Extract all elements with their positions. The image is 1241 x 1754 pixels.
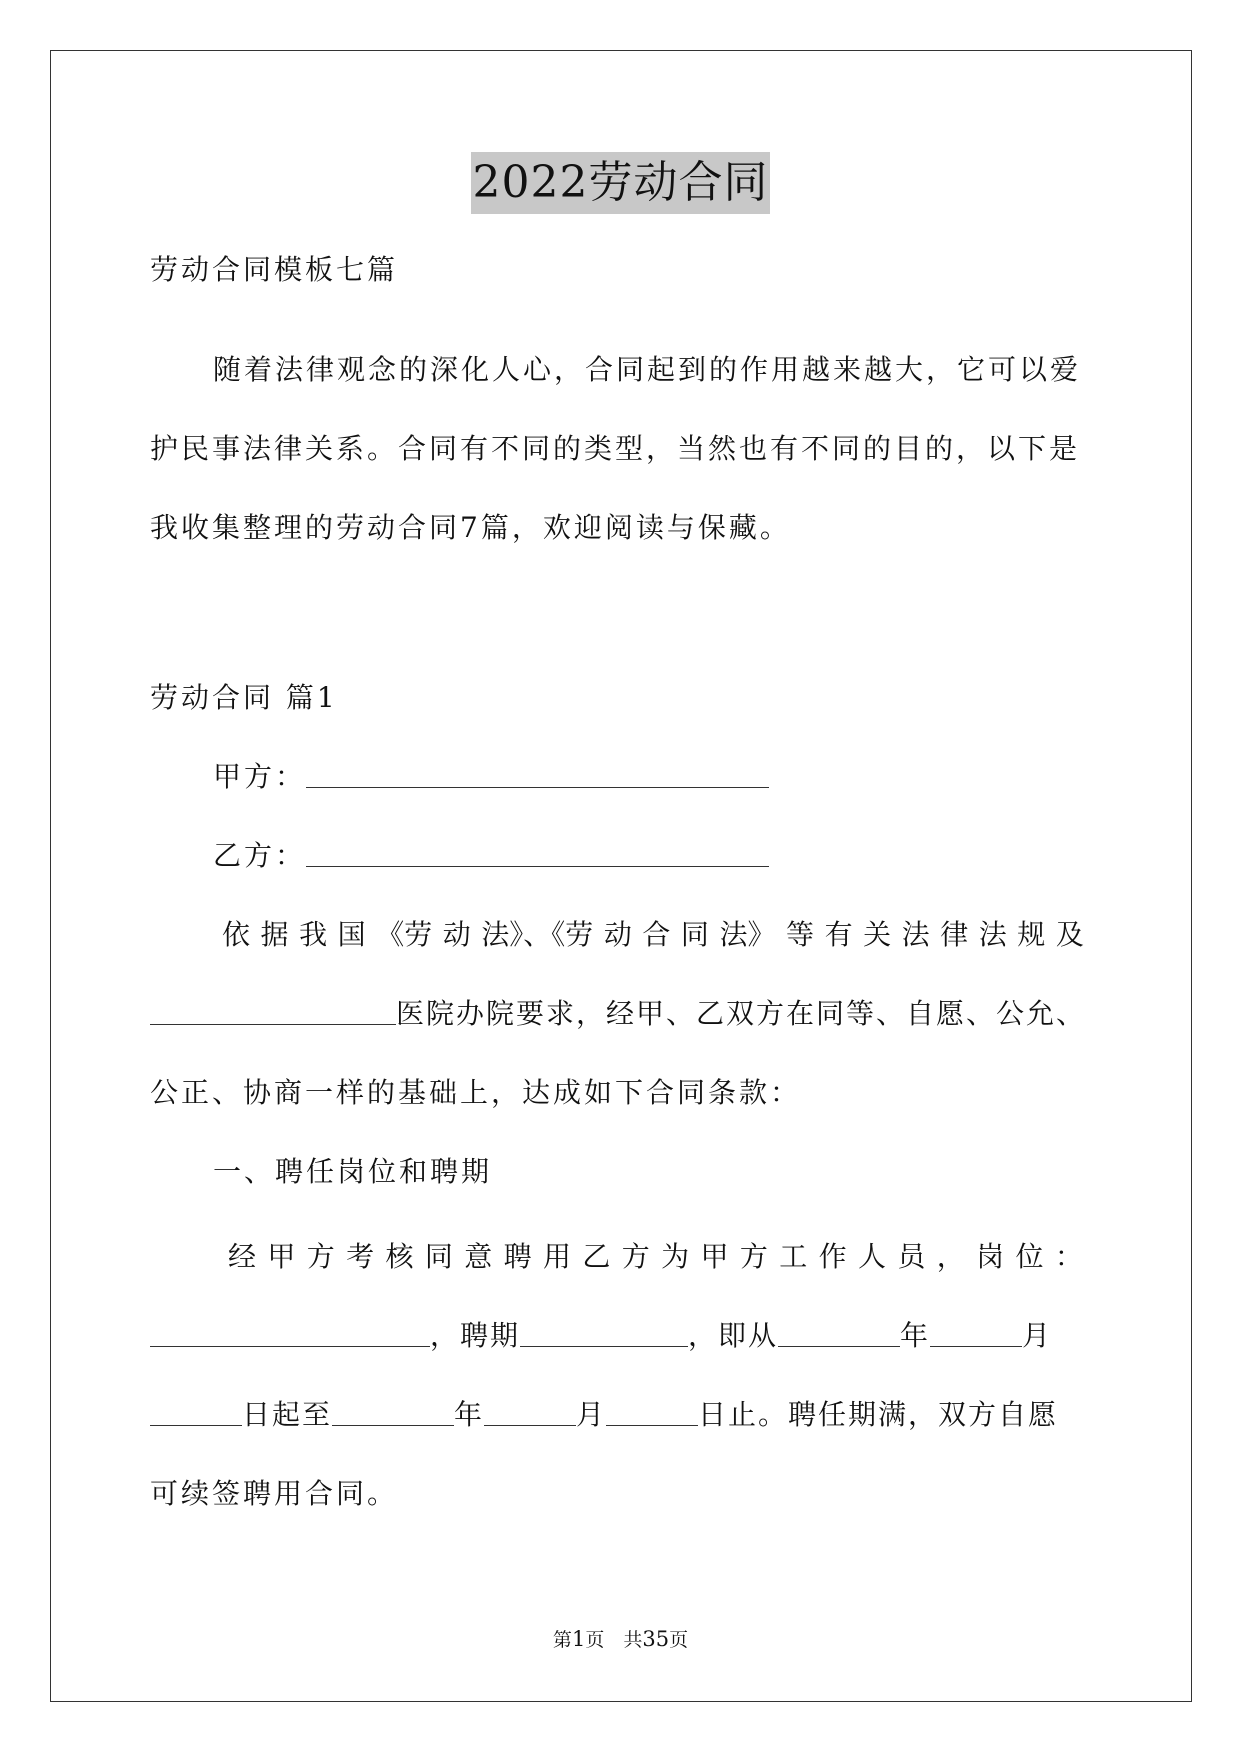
intro-line-2: 护民事法律关系。合同有不同的类型，当然也有不同的目的，以下是 (150, 432, 1081, 465)
end-month-blank[interactable] (484, 1397, 576, 1426)
basis-line-1-word: 及 (1055, 918, 1084, 951)
title-container (0, 152, 1241, 214)
clause-1-line-2 (150, 1316, 1052, 1356)
clause-1-line-2-text-3: 年 (900, 1319, 931, 1352)
term-blank[interactable] (520, 1318, 688, 1347)
footer-total-pages: 35 (642, 1627, 670, 1651)
party-a-blank[interactable] (306, 759, 769, 788)
basis-line-1-word: 规 (1017, 918, 1046, 951)
footer-page-number: 1 (571, 1627, 586, 1651)
section-heading: 劳动合同 篇1 (150, 681, 338, 714)
clause-1-line-1-word: 位 (1015, 1240, 1044, 1273)
clause-1-line-1-word: 人 (858, 1240, 887, 1273)
clause-1-line-1-word: 方 (306, 1240, 335, 1273)
clause-1-line-2-text-2: ，即从 (688, 1319, 779, 1352)
party-b-label: 乙方： (213, 839, 307, 872)
clause-1-line-3-text-4: 日止。聘任期满，双方自愿 (698, 1398, 1059, 1431)
clause-1-line-1-word: ： (1054, 1240, 1083, 1273)
basis-line-2-text: 医院办院要求，经甲、乙双方在同等、自愿、公允、 (396, 997, 1087, 1030)
clause-1-line-1-word: 同 (424, 1240, 453, 1273)
clause-1-heading: 一、聘任岗位和聘期 (213, 1155, 493, 1188)
clause-1-line-1-word: 甲 (267, 1240, 296, 1273)
party-a-row (213, 757, 769, 797)
hospital-name-blank[interactable] (150, 996, 396, 1025)
clause-1-line-1-word: 作 (818, 1240, 847, 1273)
party-b-blank[interactable] (306, 838, 769, 867)
footer-page-prefix: 第 (552, 1629, 572, 1651)
clause-1-line-1 (228, 1237, 1083, 1277)
clause-1-line-1-word: 为 (661, 1240, 690, 1273)
basis-line-1-word: 据 (260, 918, 289, 951)
document-title: 2022劳动合同 (471, 152, 771, 214)
clause-1-line-1-word: 意 (464, 1240, 493, 1273)
clause-1-line-1-word: 工 (779, 1240, 808, 1273)
end-year-blank[interactable] (332, 1397, 454, 1426)
clause-1-line-3-text-3: 月 (576, 1398, 607, 1431)
clause-1-line-1-word: 方 (621, 1240, 650, 1273)
basis-line-1-word: 我 (299, 918, 328, 951)
clause-1-line-1-word: 核 (385, 1240, 414, 1273)
start-month-blank[interactable] (930, 1318, 1022, 1347)
clause-1-line-1-word: ， (936, 1240, 965, 1273)
document-subtitle: 劳动合同模板七篇 (150, 253, 399, 286)
page-footer (0, 1626, 1241, 1653)
basis-line-1-word: 合 (642, 918, 671, 951)
clause-1-line-2-text-4: 月 (1022, 1319, 1053, 1352)
clause-1-line-3 (150, 1395, 1058, 1435)
footer-page-suffix: 页 (669, 1629, 689, 1651)
basis-line-1-word: 法》 (719, 918, 776, 951)
clause-1-line-1-word: 用 (543, 1240, 572, 1273)
basis-line-1-word: 律 (940, 918, 969, 951)
intro-line-3: 我收集整理的劳动合同7篇，欢迎阅读与保藏。 (150, 511, 791, 544)
clause-1-line-1-word: 方 (739, 1240, 768, 1273)
clause-1-line-3-text-2: 年 (454, 1398, 485, 1431)
basis-line-1-word: 国 (337, 918, 366, 951)
clause-1-line-2-text-1: ，聘期 (430, 1319, 521, 1352)
start-year-blank[interactable] (778, 1318, 900, 1347)
clause-1-line-1-word: 甲 (700, 1240, 729, 1273)
clause-1-line-4: 可续签聘用合同。 (150, 1477, 399, 1510)
basis-line-3: 公正、协商一样的基础上，达成如下合同条款： (150, 1076, 802, 1109)
clause-1-line-1-word: 乙 (582, 1240, 611, 1273)
clause-1-line-1-word: 经 (228, 1240, 257, 1273)
clause-1-line-1-word: 考 (346, 1240, 375, 1273)
position-blank[interactable] (150, 1318, 430, 1347)
basis-line-1-word: 有 (824, 918, 853, 951)
basis-line-1-word: 法 (978, 918, 1007, 951)
footer-page-mid: 页 共 (585, 1629, 643, 1651)
basis-line-1-word: 同 (680, 918, 709, 951)
page-border (50, 50, 1192, 1702)
basis-line-1-word: 法》、《劳 (481, 918, 594, 951)
basis-line-1 (222, 915, 1084, 955)
basis-line-1-word: 等 (786, 918, 815, 951)
clause-1-line-3-text-1: 日起至 (242, 1398, 333, 1431)
clause-1-line-1-word: 聘 (503, 1240, 532, 1273)
clause-1-line-1-word: 岗 (976, 1240, 1005, 1273)
party-b-row (213, 836, 769, 876)
end-day-blank[interactable] (606, 1397, 698, 1426)
basis-line-2 (150, 994, 1086, 1034)
party-a-label: 甲方： (213, 760, 307, 793)
basis-line-1-word: 动 (603, 918, 632, 951)
basis-line-1-word: 《劳 (376, 918, 433, 951)
basis-line-1-word: 关 (863, 918, 892, 951)
clause-1-line-1-word: 员 (897, 1240, 926, 1273)
start-day-blank[interactable] (150, 1397, 242, 1426)
basis-line-1-word: 法 (901, 918, 930, 951)
basis-line-1-word: 动 (442, 918, 471, 951)
intro-line-1: 随着法律观念的深化人心，合同起到的作用越来越大，它可以爱 (213, 353, 1082, 386)
basis-line-1-word: 依 (222, 918, 251, 951)
